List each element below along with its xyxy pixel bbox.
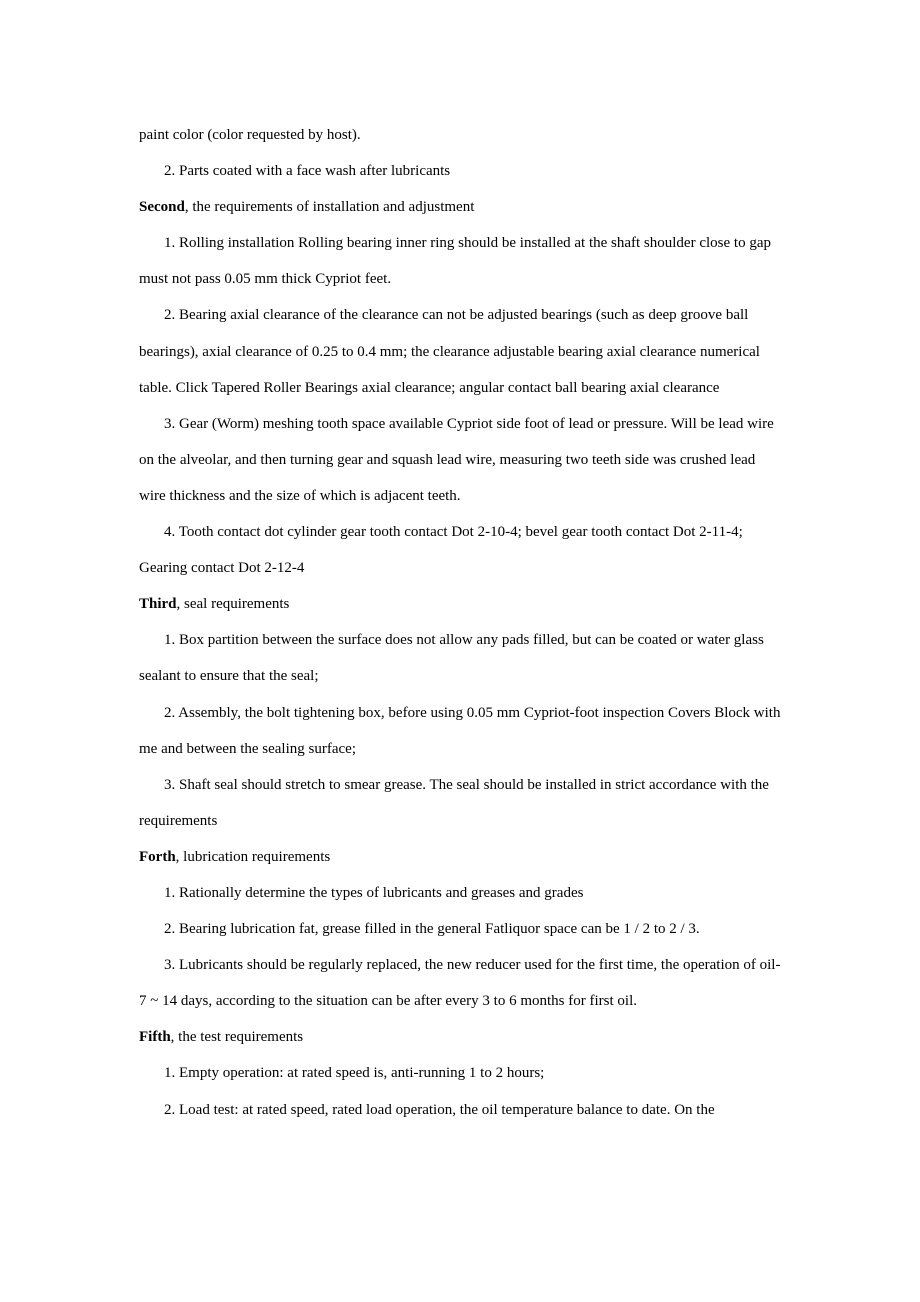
intro-item-2: 2. Parts coated with a face wash after lubricants — [164, 163, 451, 180]
second-item-1: 1. Rolling installation Rolling bearing inner ring should be installed at the shaft shoulder close to gap must not pass 0.05 mm thick Cypriot feet. — [139, 235, 771, 288]
section-label-third: Third — [139, 596, 177, 613]
second-item-3: 3. Gear (Worm) meshing tooth space available Cypriot side foot of lead or pressure. Will be lead wire on the alveolar, and then turning gear and squash lead wire, measuring two teeth side was crushed lead wire thickness and the size of which is adjacent teeth. — [139, 415, 774, 504]
fifth-item-1: 1. Empty operation: at rated speed is, anti-running 1 to 2 hours; — [164, 1065, 545, 1082]
section-heading-fifth — [139, 1019, 781, 1055]
second-item-2: 2. Bearing axial clearance of the clearance can not be adjusted bearings (such as deep groove ball bearings), axial clearance of 0.25 to 0.4 mm; the clearance adjustable bearing axial clearance numerical table. Click Tapered Roller Bearings axial clearance; angular contact ball bearing axial clearance — [139, 307, 760, 396]
section-title-forth: , lubrication requirements — [175, 848, 331, 865]
section-title-second: , the requirements of installation and adjustment — [184, 199, 475, 216]
section-heading-forth — [139, 839, 781, 875]
second-item-4: 4. Tooth contact dot cylinder gear tooth contact Dot 2-10-4; bevel gear tooth contact Dot 2-11-4; Gearing contact Dot 2-12-4 — [139, 524, 743, 577]
section-label-second: Second — [139, 199, 185, 216]
section-label-forth: Forth — [139, 848, 176, 865]
third-item-3: 3. Shaft seal should stretch to smear grease. The seal should be installed in strict accordance with the requirements — [139, 776, 769, 829]
intro-line: paint color (color requested by host). — [139, 127, 361, 143]
section-label-fifth: Fifth — [139, 1029, 171, 1046]
section-title-third: , seal requirements — [176, 596, 290, 613]
forth-item-3: 3. Lubricants should be regularly replaced, the new reducer used for the first time, the operation of oil-7 ~ 14 days, according to the situation can be after every 3 to 6 months for first oil. — [139, 957, 781, 1010]
document-body — [139, 117, 781, 1128]
section-heading-third — [139, 586, 781, 622]
fifth-item-2: 2. Load test: at rated speed, rated load operation, the oil temperature balance to date. On the — [164, 1101, 715, 1118]
forth-item-2: 2. Bearing lubrication fat, grease filled in the general Fatliquor space can be 1 / 2 to 2 / 3. — [164, 921, 700, 938]
section-heading-second — [139, 189, 781, 225]
third-item-1: 1. Box partition between the surface does not allow any pads filled, but can be coated or water glass sealant to ensure that the seal; — [139, 632, 764, 685]
forth-item-1: 1. Rationally determine the types of lubricants and greases and grades — [164, 884, 584, 901]
third-item-2: 2. Assembly, the bolt tightening box, before using 0.05 mm Cypriot-foot inspection Covers Block with me and between the sealing surface; — [139, 704, 781, 757]
section-title-fifth: , the test requirements — [170, 1029, 304, 1046]
